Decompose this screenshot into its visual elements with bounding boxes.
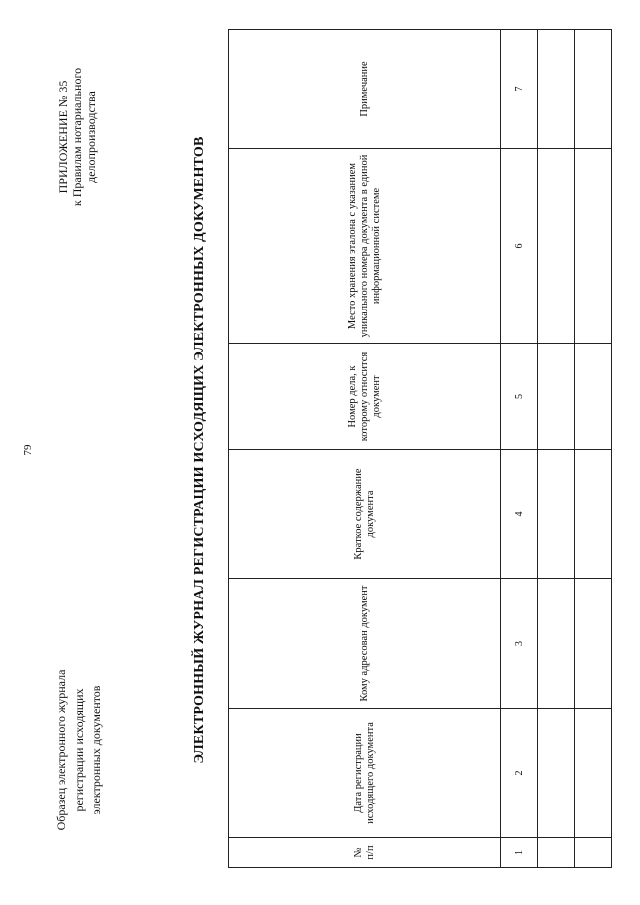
appendix-subtitle-line1: к Правилам нотариального [70,67,84,207]
empty-cell [538,579,575,709]
empty-cell [538,344,575,450]
empty-cell [538,149,575,344]
column-number: 3 [501,579,538,709]
empty-cell [575,344,612,450]
column-header-storage-location: Место хранения эталона с указанием уникального номера документа в единой информационной системе [229,149,501,344]
empty-row [538,30,575,868]
sample-caption-line3: электронных документов [89,685,103,815]
empty-cell [575,838,612,868]
empty-cell [538,30,575,149]
page-number: 79 [22,444,34,456]
journal-title: ЭЛЕКТРОННЫЙ ЖУРНАЛ РЕГИСТРАЦИИ ИСХОДЯЩИХ ЭЛЕКТРОННЫХ ДОКУМЕНТОВ [192,136,207,764]
appendix-heading [56,37,98,237]
header-row [229,30,501,868]
column-header-addressee: Кому адресован документ [229,579,501,709]
empty-cell [575,30,612,149]
empty-cell [575,450,612,579]
column-number: 7 [501,30,538,149]
sample-caption [53,635,106,865]
empty-cell [575,579,612,709]
column-header-summary: Краткое содержание документа [229,450,501,579]
appendix-subtitle-line2: делопроизводства [84,91,98,183]
column-number: 4 [501,450,538,579]
empty-cell [538,450,575,579]
empty-row [575,30,612,868]
empty-cell [575,149,612,344]
column-number: 5 [501,344,538,450]
column-header-number: № п/п [229,838,501,868]
appendix-title: ПРИЛОЖЕНИЕ № 35 [56,80,70,194]
column-header-registration-date: Дата регистрации исходящего документа [229,709,501,838]
empty-cell [575,709,612,838]
column-number: 1 [501,838,538,868]
column-number: 2 [501,709,538,838]
sample-caption-line2: регистрации исходящих [71,688,86,812]
column-number-row [501,30,538,868]
journal-table [228,29,612,868]
column-header-case-number: Номер дела, к которому относится документ [229,344,501,450]
column-header-note: Примечание [229,30,501,149]
sample-caption-line1: Образец электронного журнала [54,669,68,831]
column-number: 6 [501,149,538,344]
empty-cell [538,838,575,868]
empty-cell [538,709,575,838]
